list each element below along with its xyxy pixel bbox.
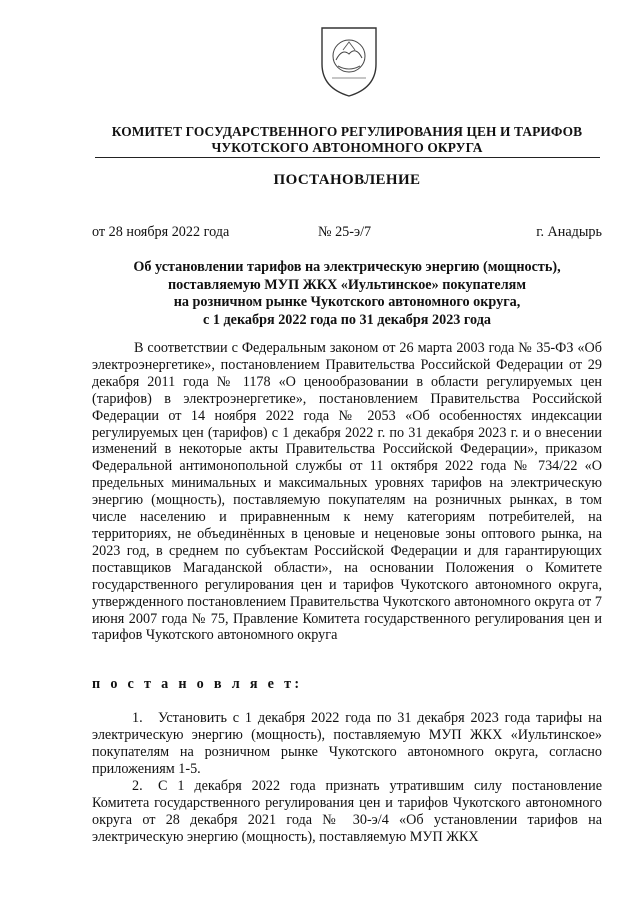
clause-1-text: Установить с 1 декабря 2022 года по 31 декабря 2023 года тарифы на электрическую энергию (мощность), поставляемую МУП ЖКХ «Иультинское» покупателям на розничном рынке Чукотского автономного округа, согласно приложениям 1-5. — [92, 710, 602, 777]
clause-1 — [92, 710, 602, 778]
coat-of-arms-icon — [318, 24, 380, 100]
agency-name-line2: ЧУКОТСКОГО АВТОНОМНОГО ОКРУГА — [211, 140, 483, 155]
clause-2-number: 2. — [132, 778, 143, 794]
header-divider — [95, 157, 600, 158]
document-city: г. Анадырь — [536, 224, 602, 240]
agency-name-line1: КОМИТЕТ ГОСУДАРСТВЕННОГО РЕГУЛИРОВАНИЯ ЦЕН И ТАРИФОВ — [111, 124, 583, 139]
document-date: от 28 ноября 2022 года — [92, 224, 230, 240]
title-line3: на розничном рынке Чукотского автономного округа, — [173, 294, 521, 310]
resolves-heading: п о с т а н о в л я е т: — [92, 676, 303, 692]
title-line4: с 1 декабря 2022 года по 31 декабря 2023 года — [203, 311, 491, 328]
title-line2: поставляемую МУП ЖКХ «Иультинское» покупателям — [167, 276, 527, 293]
document-title — [92, 259, 602, 329]
clause-1-number: 1. — [132, 710, 143, 726]
clause-2 — [92, 778, 602, 846]
preamble-paragraph: В соответствии с Федеральным законом от 26 марта 2003 года № 35-ФЗ «Об электроэнергетике», постановлением Правительства Российской Федерации от 29 декабря 2011 года № 1178 «О ценообразовании в области регулируемых цен (тарифов) в электроэнергетике», постановлением Правительства Российской Федерации от 14 ноября 2022 года № 2053 «Об особенностях индексации регулируемых цен (тарифов) с 1 декабря 2022 г. по 31 декабря 2023 г. и о внесении изменений в некоторые акты Правительства Российской Федерации», приказом Федеральной антимонопольной службы от 11 октября 2022 года № 734/22 «О предельных минимальных и максимальных уровнях тарифов на электрическую энергию (мощность), поставляемую покупателям на розничных рынках, в том числе населению и приравненным к нему категориям потребителей, на территориях, не объединённых в ценовые и неценовые зоны оптового рынка, на 2023 год, в среднем по субъектам Российской Федерации и для гарантирующих поставщиков Магаданской области», на основании Положения о Комитете государственного регулирования цен и тарифов Чукотского автономного округа, утвержденного постановлением Правительства Чукотского автономного округа от 7 июня 2007 года № 75, Правление Комитета государственного регулирования цен и тарифов Чукотского автономного округа — [92, 340, 602, 644]
document-number: № 25-э/7 — [318, 224, 372, 240]
agency-name — [92, 124, 602, 156]
clause-2-text: С 1 декабря 2022 года признать утратившим силу постановление Комитета государственного регулирования цен и тарифов Чукотского автономного округа от 28 декабря 2021 года № 30-э/4 «Об установлении тарифов на электрическую энергию (мощность), поставляемую МУП ЖКХ — [92, 778, 602, 845]
document-type: ПОСТАНОВЛЕНИЕ — [273, 172, 421, 188]
title-line1: Об установлении тарифов на электрическую энергию (мощность), — [133, 259, 561, 275]
